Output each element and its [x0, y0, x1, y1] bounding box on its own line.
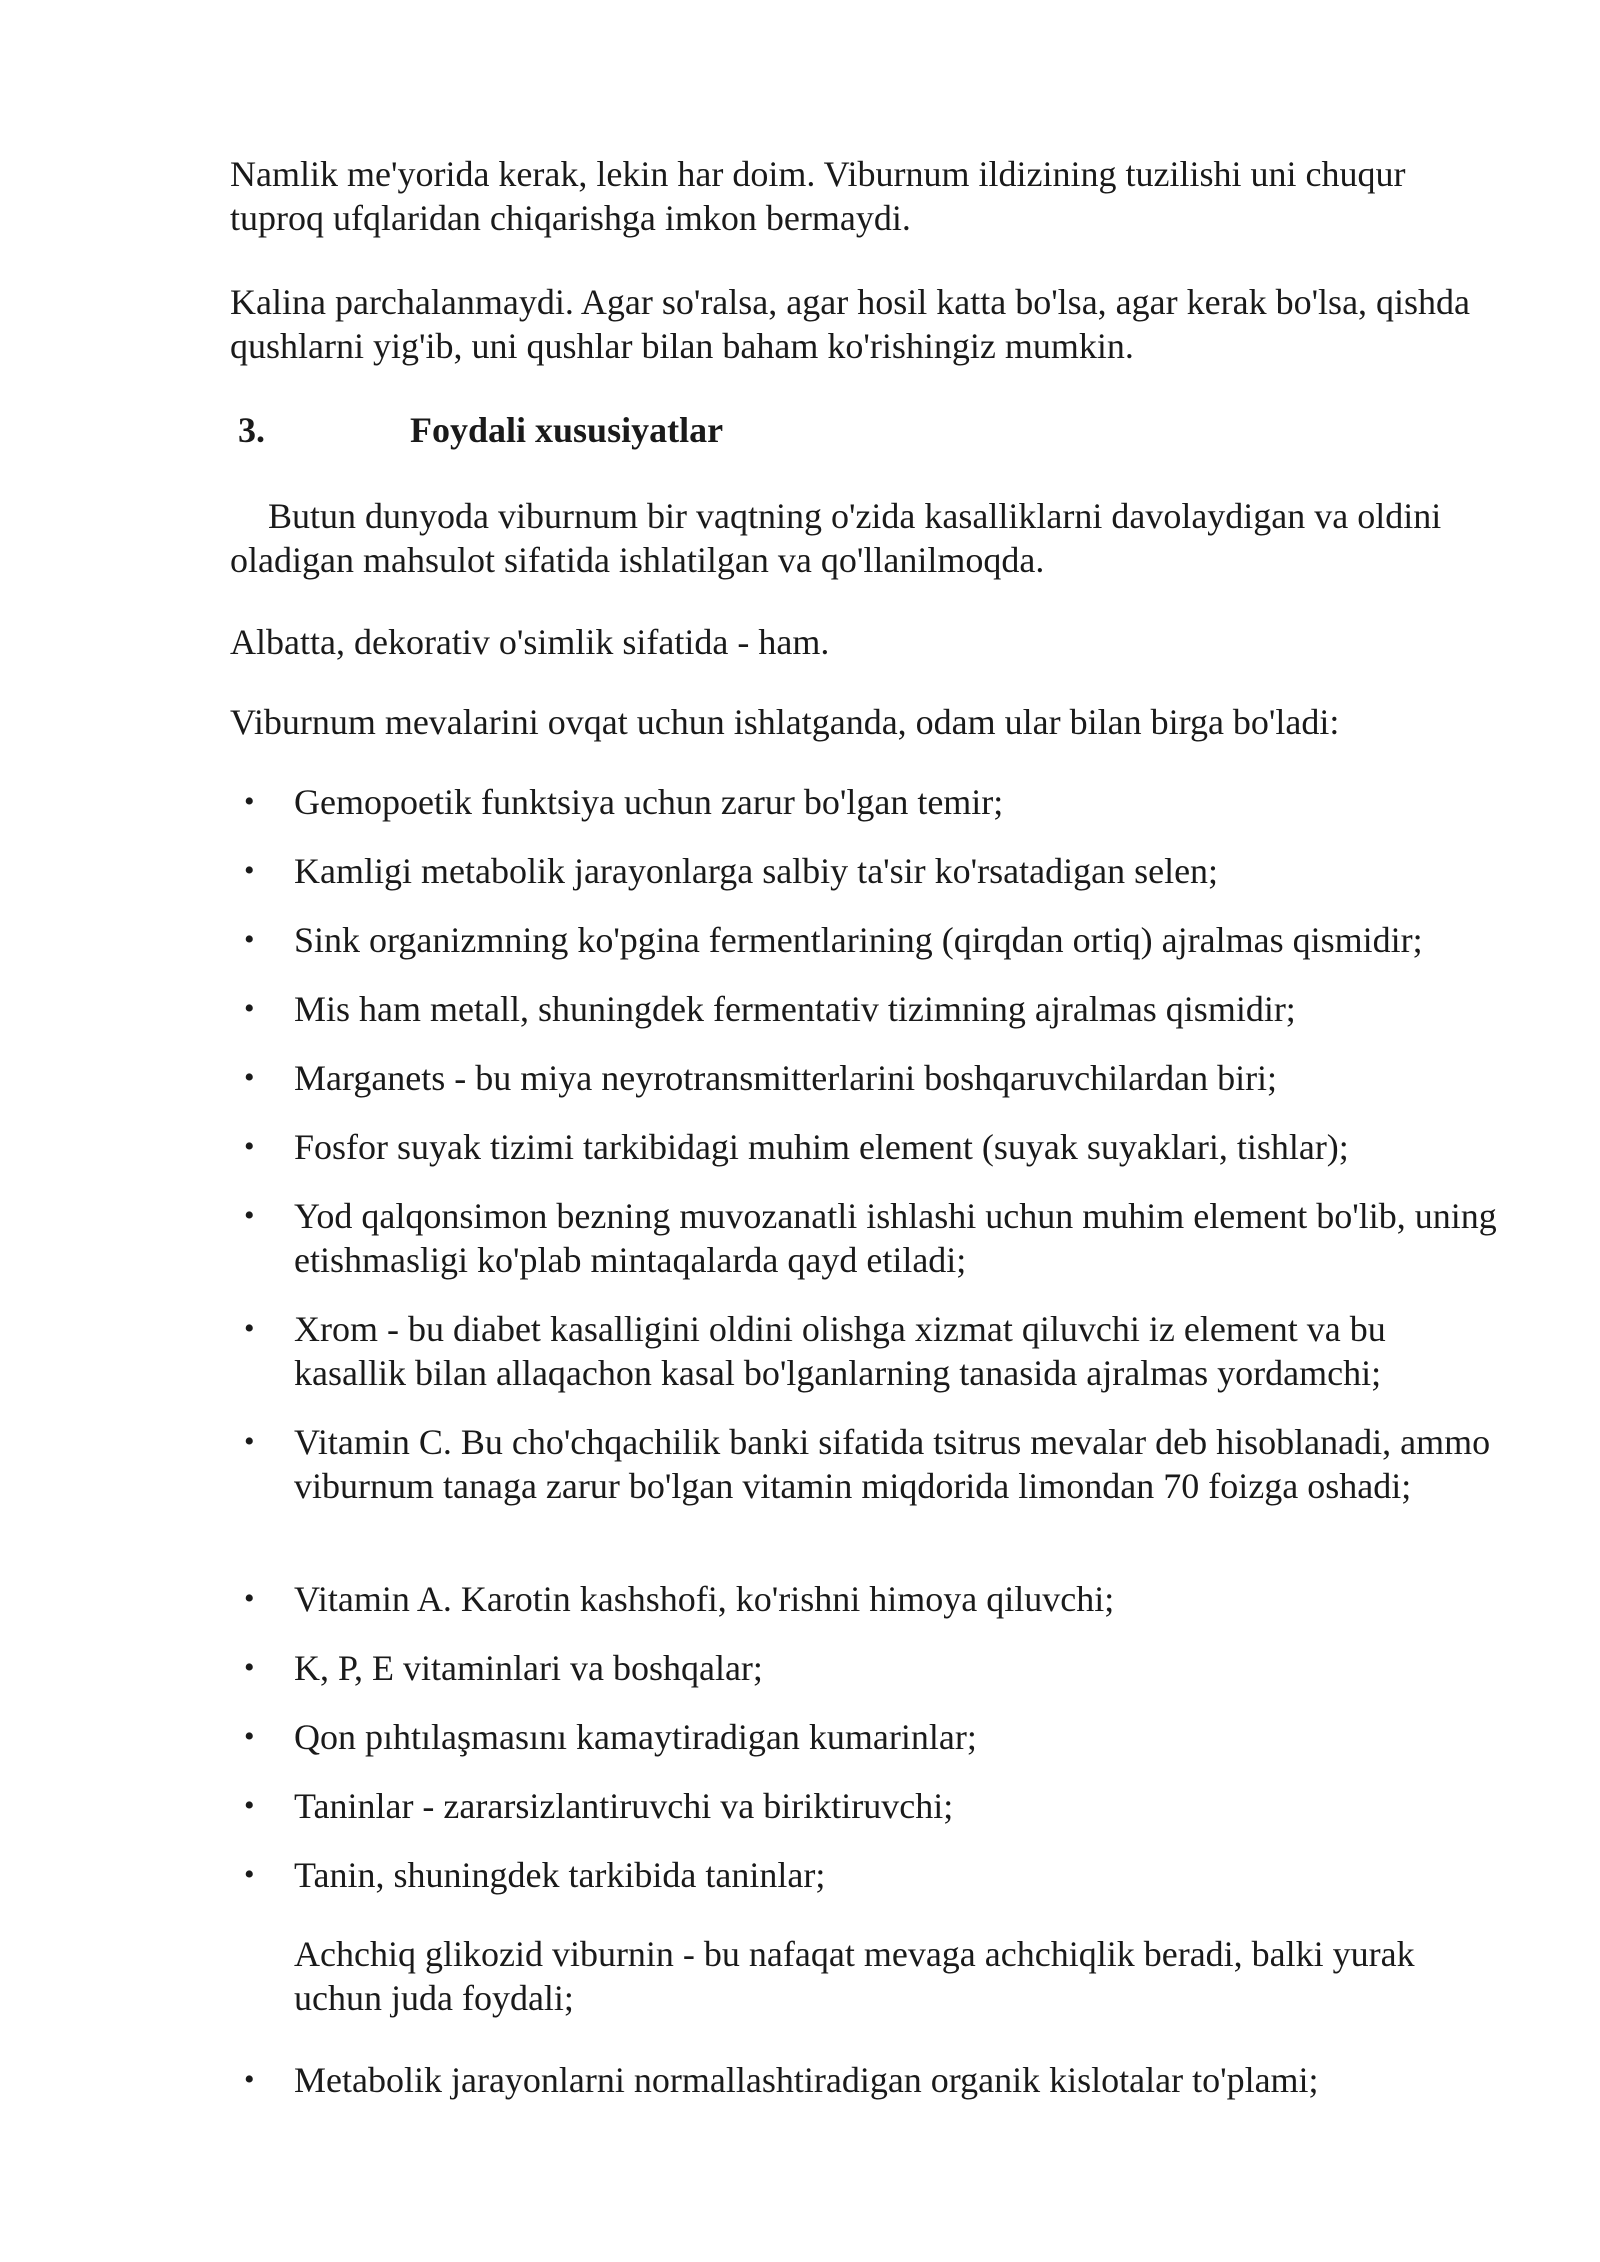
- paragraph-glycoside: Achchiq glikozid viburnin - bu nafaqat mevaga achchiqlik beradi, balki yurak uchun juda foydali;: [294, 1934, 1415, 2018]
- bullet-icon: •: [244, 2063, 255, 2096]
- section-number: 3.: [238, 410, 265, 450]
- list-item-text: Vitamin A. Karotin kashshofi, ko'rishni himoya qiluvchi;: [294, 1579, 1115, 1619]
- bullet-icon: •: [244, 1858, 255, 1891]
- bullet-icon: •: [244, 854, 255, 887]
- bullet-icon: •: [244, 1789, 255, 1822]
- list-item-text: Fosfor suyak tizimi tarkibidagi muhim element (suyak suyaklari, tishlar);: [294, 1127, 1349, 1167]
- bullet-icon: •: [244, 1199, 255, 1232]
- bullet-icon: •: [244, 1312, 255, 1345]
- list-item-text: Kamligi metabolik jarayonlarga salbiy ta'sir ko'rsatadigan selen;: [294, 851, 1219, 891]
- list-item-text: Marganets - bu miya neyrotransmitterlarini boshqaruvchilardan biri;: [294, 1058, 1278, 1098]
- bullet-icon: •: [244, 785, 255, 818]
- paragraph-decorative: Albatta, dekorativ o'simlik sifatida - ham.: [230, 622, 830, 662]
- bullet-icon: •: [244, 1582, 255, 1615]
- list-item-text: Sink organizmning ko'pgina fermentlarining (qirqdan ortiq) ajralmas qismidir;: [294, 920, 1423, 960]
- list-item-text: Taninlar - zararsizlantiruvchi va biriktiruvchi;: [294, 1786, 954, 1826]
- list-item-text: Tanin, shuningdek tarkibida taninlar;: [294, 1855, 826, 1895]
- list-item-text: Yod qalqonsimon bezning muvozanatli ishlashi uchun muhim element bo'lib, uning etishmasligi ko'plab mintaqalarda qayd etiladi;: [294, 1196, 1497, 1280]
- paragraph-moisture: Namlik me'yorida kerak, lekin har doim. Viburnum ildizining tuzilishi uni chuqur tuproq ufqlaridan chiqarishga imkon bermaydi.: [230, 154, 1406, 238]
- list-item-text: Xrom - bu diabet kasalligini oldini olishga xizmat qiluvchi iz element va bu kasallik bilan allaqachon kasal bo'lganlarning tanasida ajralmas yordamchi;: [294, 1309, 1386, 1393]
- bullet-icon: •: [244, 1130, 255, 1163]
- paragraph-kalina: Kalina parchalanmaydi. Agar so'ralsa, agar hosil katta bo'lsa, agar kerak bo'lsa, qishda qushlarni yig'ib, uni qushlar bilan baham ko'rishingiz mumkin.: [230, 282, 1471, 366]
- paragraph-intro-list: Viburnum mevalarini ovqat uchun ishlatganda, odam ular bilan birga bo'ladi:: [230, 702, 1340, 742]
- bullet-icon: •: [244, 923, 255, 956]
- bullet-icon: •: [244, 1720, 255, 1753]
- paragraph-worldwide: Butun dunyoda viburnum bir vaqtning o'zida kasalliklarni davolaydigan va oldini oladigan mahsulot sifatida ishlatilgan va qo'llanilmoqda.: [230, 496, 1442, 580]
- list-item-text: Gemopoetik funktsiya uchun zarur bo'lgan temir;: [294, 782, 1004, 822]
- list-item-text: Vitamin C. Bu cho'chqachilik banki sifatida tsitrus mevalar deb hisoblanadi, ammo viburnum tanaga zarur bo'lgan vitamin miqdorida limondan 70 foizga oshadi;: [294, 1422, 1491, 1506]
- bullet-icon: •: [244, 1061, 255, 1094]
- bullet-icon: •: [244, 1651, 255, 1684]
- list-item-text: Metabolik jarayonlarni normallashtiradigan organik kislotalar to'plami;: [294, 2060, 1319, 2100]
- bullet-icon: •: [244, 992, 255, 1025]
- list-item-text: K, P, E vitaminlari va boshqalar;: [294, 1648, 763, 1688]
- bullet-icon: •: [244, 1425, 255, 1458]
- list-item-text: Mis ham metall, shuningdek fermentativ tizimning ajralmas qismidir;: [294, 989, 1296, 1029]
- list-item-text: Qon pıhtılaşmasını kamaytiradigan kumarinlar;: [294, 1717, 977, 1757]
- section-title: Foydali xususiyatlar: [410, 410, 724, 450]
